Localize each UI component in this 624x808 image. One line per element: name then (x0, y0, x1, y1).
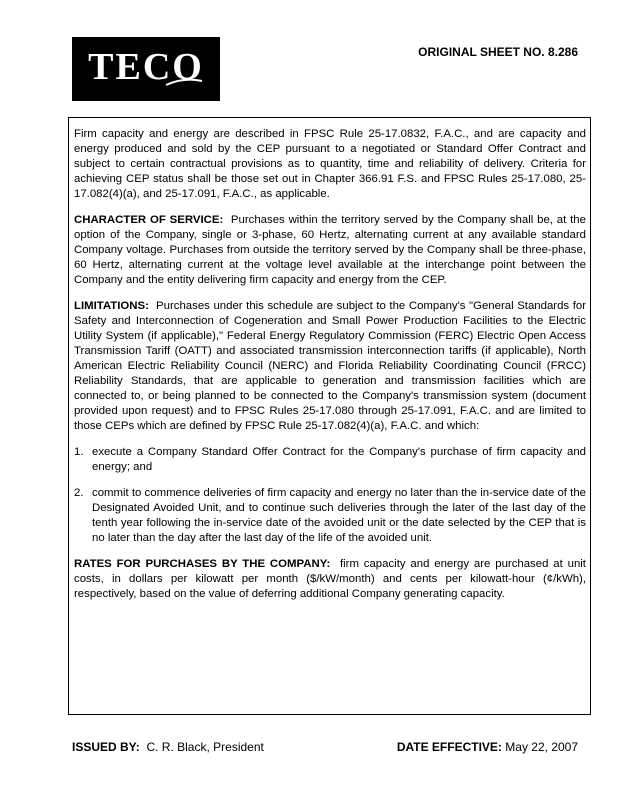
rates-heading: RATES FOR PURCHASES BY THE COMPANY: (74, 558, 331, 570)
rates-paragraph (74, 557, 586, 602)
list-item-text: execute a Company Standard Offer Contract for the Company's purchase of firm capacity and energy; and (92, 446, 586, 473)
character-of-service-paragraph (74, 213, 586, 288)
logo-swoosh-icon (164, 77, 204, 89)
logo-subtitle: TAMPA ELECTRIC (86, 90, 206, 102)
date-effective (397, 740, 578, 754)
limitations-heading: LIMITATIONS: (74, 300, 149, 312)
tariff-body (74, 127, 586, 613)
effective-label: DATE EFFECTIVE: (396, 740, 502, 754)
issued-label: ISSUED BY: (72, 740, 140, 754)
list-item-number: 2. (74, 487, 84, 499)
rates-text: firm capacity and energy are purchased at unit costs, in dollars per kilowatt per month ($/kW/month) and cents per kilowatt-hour (¢/kWh), respectively, based on the value of deferring additional Company generating capacity. (74, 558, 586, 600)
list-item-text: commit to commence deliveries of firm capacity and energy no later than the in-service date of the Designated Avoided Unit, and to continue such deliveries through the later of the last day of the tenth year following the in-service date of the avoided unit or the date selected by the CEP that is no later than the day after the last day of the life of the avoided unit. (92, 487, 586, 544)
issued-by (72, 740, 264, 754)
character-heading: CHARACTER OF SERVICE: (74, 214, 224, 226)
intro-paragraph: Firm capacity and energy are described in FPSC Rule 25-17.0832, F.A.C., and are capacity and energy produced and sold by the CEP pursuant to a negotiated or Standard Offer Contract and subject to certain contractual provisions as to quantity, time and reliability of delivery. Criteria for achieving CEP status shall be those set out in Chapter 366.91 F.S. and FPSC Rules 25-17.080, 25-17.082(4)(a), and 25-17.091, F.A.C., as applicable. (74, 128, 586, 200)
sheet-number: ORIGINAL SHEET NO. 8.286 (418, 45, 578, 59)
limitations-list (74, 445, 586, 546)
issued-value: C. R. Black, President (146, 740, 264, 754)
list-item (74, 445, 586, 475)
limitations-text: Purchases under this schedule are subject to the Company's "General Standards for Safety and Interconnection of Cogeneration and Small Power Production Facilities to the Electric Utility System (if applicable)," Federal Energy Regulatory Commission (FERC) Electric Open Access Transmission Tariff (OATT) and associated transmission interconnection tariffs (if applicable), North American Electric Reliability Council (NERC) and Florida Reliability Coordinating Council (FRCC) Reliability Standards, that are applicable to generation and transmission facilities which are connected to, or being planned to be connected to the Company's transmission system (document provided upon request) and to FPSC Rules 25-17.080 through 25-17.091, F.A.C. and are limited to those CEPs which are defined by FPSC Rule 25-17.082(4)(a), F.A.C. and which: (74, 300, 586, 432)
effective-value: May 22, 2007 (505, 740, 578, 754)
list-item (74, 486, 586, 546)
limitations-paragraph (74, 299, 586, 434)
character-text: Purchases within the territory served by the Company shall be, at the option of the Company, single or 3-phase, 60 Hertz, alternating current at any available standard Company voltage. Purchases from outside the territory served by the Company shall be three-phase, 60 Hertz, alternating current at the voltage level available at the interchange point between the Company and the entity delivering firm capacity and energy from the CEP. (74, 214, 586, 286)
list-item-number: 1. (74, 446, 84, 458)
logo-text: TECO (88, 46, 204, 88)
